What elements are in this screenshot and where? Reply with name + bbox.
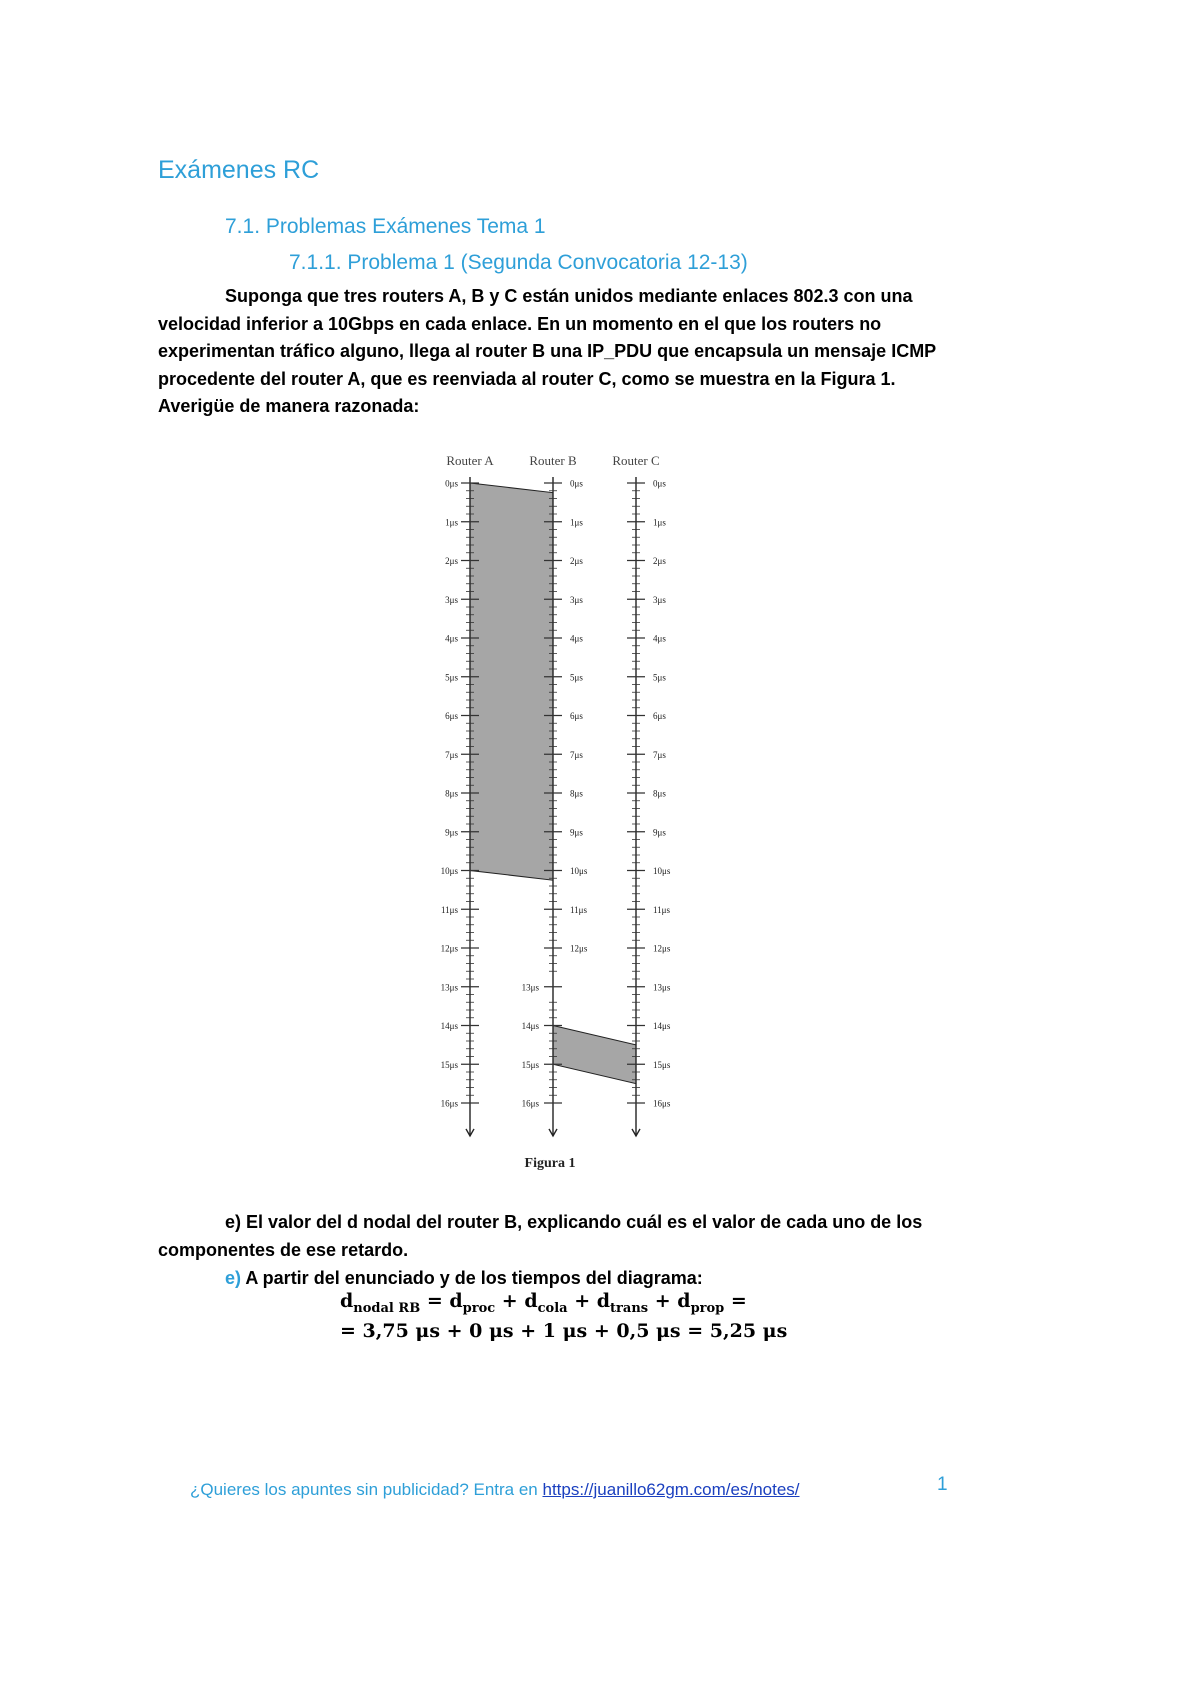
tick-label: 8μs [445,788,458,799]
tick-label: 3μs [653,594,666,605]
footer-text: ¿Quieres los apuntes sin publicidad? Entra en [190,1480,543,1499]
tick-label: 11μs [653,904,670,915]
tick-label: 10μs [570,866,588,876]
answer-label: e) [225,1268,242,1288]
tick-label: 12μs [440,943,458,954]
tick-label: 4μs [445,633,458,644]
tick-label: 2μs [653,556,666,566]
tick-label: 2μs [570,556,583,566]
problem-statement-text: Suponga que tres routers A, B y C están unidos mediante enlaces 802.3 con una velocidad inferior a 10Gbps en cada enlace. En un momento en el que los routers no experimentan tráfico alguno, llega al router B una IP_PDU que encapsula un mensaje ICMP procedente del router A, que es reenviada al router C, como se muestra en la Figura 1. Averigüe de manera razonada: [158,286,936,416]
tick-label: 13μs [521,982,539,993]
tick-label: 10μs [653,866,671,876]
tick-label: 3μs [445,594,458,605]
tick-label: 3μs [570,594,583,605]
packet-shape-1 [470,483,553,880]
equation-line-1: $d_{nodal RB} = d_{proc} + d_{cola} + d_{trans} + d_{prop}$ = [340,1290,747,1316]
footer-link[interactable]: https://juanillo62gm.com/es/notes/ [542,1480,800,1499]
tick-label: 8μs [653,788,666,799]
router-title: Router B [529,453,577,468]
tick-label: 13μs [653,982,671,993]
page-number: 1 [937,1474,948,1495]
problem-statement [158,283,958,421]
tick-label: 5μs [653,672,666,683]
timing-diagram [400,445,700,1185]
tick-label: 2μs [445,556,458,566]
tick-label: 16μs [653,1098,671,1109]
tick-label: 0μs [445,478,458,489]
tick-label: 15μs [440,1059,458,1070]
tick-label: 1μs [445,517,458,528]
tick-label: 1μs [653,517,666,528]
tick-label: 6μs [653,711,666,721]
tick-label: 12μs [653,943,671,954]
equation-line-2: = 3,75 μs + 0 μs + 1 μs + 0,5 μs = 5,25 μs [340,1320,788,1342]
heading-3: 7.1.1. Problema 1 (Segunda Convocatoria 12-13) [289,251,748,274]
tick-label: 14μs [440,1021,458,1031]
tick-label: 11μs [441,904,458,915]
tick-label: 9μs [653,827,666,838]
tick-label: 16μs [440,1098,458,1109]
tick-label: 13μs [440,982,458,993]
tick-label: 9μs [570,827,583,838]
heading-2: 7.1. Problemas Exámenes Tema 1 [225,215,546,238]
router-title: Router A [446,453,494,468]
tick-label: 15μs [653,1059,671,1070]
tick-label: 4μs [570,633,583,644]
tick-label: 14μs [521,1021,539,1031]
tick-label: 7μs [653,749,666,760]
answer-intro: A partir del enunciado y de los tiempos del diagrama: [241,1268,703,1288]
tick-label: 7μs [445,749,458,760]
question-label: e) [225,1212,242,1232]
tick-label: 7μs [570,749,583,760]
tick-label: 4μs [653,633,666,644]
tick-label: 5μs [570,672,583,683]
timing-diagram-svg [400,445,700,1185]
tick-label: 16μs [521,1098,539,1109]
tick-label: 1μs [570,517,583,528]
question-block [158,1208,958,1292]
heading-1: Exámenes RC [158,156,320,184]
tick-label: 9μs [445,827,458,838]
tick-label: 6μs [570,711,583,721]
figure-caption: Figura 1 [524,1156,576,1171]
tick-label: 8μs [570,788,583,799]
packet-shape-2 [553,1026,636,1084]
tick-label: 11μs [570,904,587,915]
tick-label: 0μs [653,478,666,489]
tick-label: 10μs [440,866,458,876]
tick-label: 0μs [570,478,583,489]
router-title: Router C [612,453,660,468]
tick-label: 14μs [653,1021,671,1031]
tick-label: 15μs [521,1059,539,1070]
tick-label: 12μs [570,943,588,954]
tick-label: 6μs [445,711,458,721]
footer-promo [190,1480,800,1500]
tick-label: 5μs [445,672,458,683]
question-text: El valor del d nodal del router B, explicando cuál es el valor de cada uno de los componentes de ese retardo. [158,1212,923,1260]
